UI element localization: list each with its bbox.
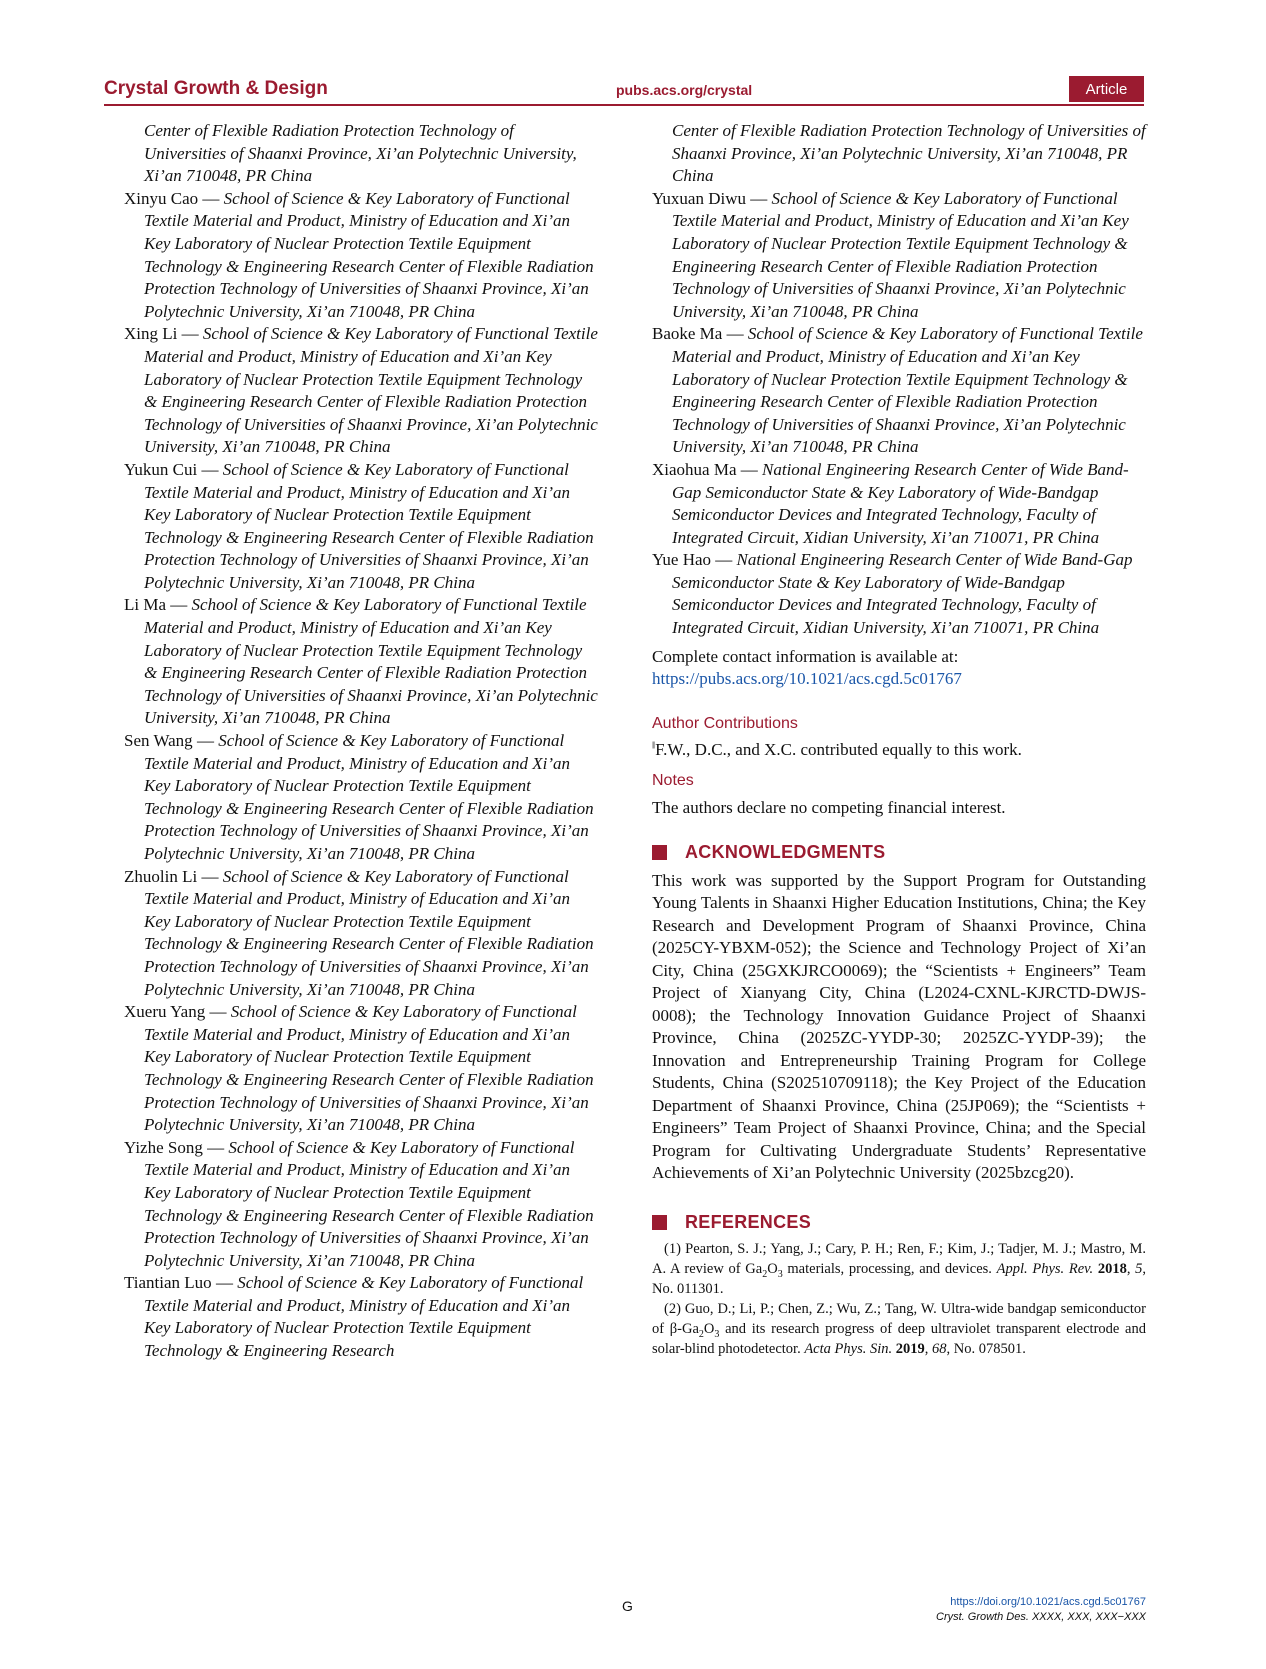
author-contributions-heading: Author Contributions — [652, 714, 798, 732]
author-separator: — — [745, 188, 772, 208]
author-separator: — — [205, 1002, 231, 1022]
reference-item: (2) Guo, D.; Li, P.; Chen, Z.; Wu, Z.; Tang, W. Ultra-wide bandgap semiconductor of $\beta-Ga_2O_3$ and its research progress of deep ultraviolet transparent electrode and solar-blind photodetector. Acta Phys. Sin. 2019, 68, No. 078501. — [652, 1301, 1146, 1358]
author-entry — [124, 323, 599, 459]
author-name: Yizhe Song — [124, 1137, 203, 1157]
reference-journal: Acta Phys. Sin. — [804, 1341, 893, 1358]
author-entry — [124, 866, 599, 1002]
subscript: 3 — [777, 1269, 783, 1281]
journal-site-link[interactable]: pubs.acs.org/crystal — [616, 82, 753, 98]
section-square-icon — [652, 845, 667, 860]
author-separator: — — [202, 1137, 229, 1157]
subscript: 3 — [714, 1329, 720, 1341]
subscript: 2 — [762, 1269, 768, 1281]
reference-number: (2) — [664, 1301, 681, 1318]
author-entry — [652, 549, 1146, 639]
page-number: G — [622, 1598, 633, 1614]
author-affiliation: National Engineering Research Center of Wide Band-Gap Semiconductor State & Key Laboratory of Wide-Bandgap Semiconductor Devices and Integrated Technology, Faculty of Integrated Circuit, Xidian University, Xi’an 710071, PR China — [672, 550, 1133, 638]
reference-title: O — [703, 1321, 715, 1338]
author-contributions-text: ‖F.W., D.C., and X.C. contributed equally to this work. — [652, 739, 1022, 760]
author-name: Xiaohua Ma — [652, 459, 737, 479]
author-entry — [124, 459, 599, 595]
author-name: Yue Hao — [652, 550, 712, 570]
reference-volume: 5 — [1135, 1261, 1143, 1278]
reference-number-id: , No. 011301. — [652, 1261, 1147, 1298]
reference-authors: Guo, D.; Li, P.; Chen, Z.; Wu, Z.; Tang, W. — [684, 1301, 937, 1318]
author-name: Xinyu Cao — [124, 188, 199, 208]
reference-number-id: , No. 078501. — [946, 1341, 1026, 1358]
reference-title: A review of Ga — [670, 1261, 763, 1278]
author-separator: — — [166, 595, 192, 615]
equal-contribution-mark: ‖ — [652, 739, 656, 752]
author-separator: — — [722, 324, 748, 344]
reference-volume: 68 — [932, 1341, 947, 1358]
author-entry — [124, 1272, 599, 1362]
author-separator: — — [177, 324, 203, 344]
contact-link[interactable]: https://pubs.acs.org/10.1021/acs.cgd.5c01767 — [652, 669, 962, 689]
reference-year: 2018 — [1097, 1261, 1127, 1278]
author-list — [124, 188, 599, 1363]
author-entry — [652, 459, 1146, 549]
author-affiliation: School of Science & Key Laboratory of Functional Textile Material and Product, Ministry of Education and Xi’an Key Laboratory of Nuclear Protection Textile Equipment Technology & Engineering Research Center of Flexible Radiation Protection Technology of Universities of Shaanxi Province, Xi’an Polytechnic University, Xi’an 710048, PR China — [672, 324, 1143, 457]
author-separator: — — [211, 1273, 238, 1293]
contact-text: Complete contact information is available at: — [652, 646, 959, 666]
author-affiliation: National Engineering Research Center of Wide Band-Gap Semiconductor State & Key Laboratory of Wide-Bandgap Semiconductor Devices and Integrated Technology, Faculty of Integrated Circuit, Xidian University, Xi’an 710071, PR China — [672, 459, 1129, 547]
reference-journal: Appl. Phys. Rev. — [996, 1261, 1094, 1278]
reference-list — [652, 1239, 1146, 1359]
reference-title: and its research progress of deep ultraviolet transparent electrode and solar-blind photodetector. — [652, 1321, 1146, 1358]
doi-link[interactable]: https://doi.org/10.1021/acs.cgd.5c01767 — [950, 1596, 1146, 1608]
author-name: Baoke Ma — [652, 324, 723, 344]
author-affiliation: School of Science & Key Laboratory of Functional Textile Material and Product, Ministry of Education and Xi’an Key Laboratory of Nuclear Protection Textile Equipment Technology & Engineering Research Center of Flexible Radiation Protection Technology of Universities of Shaanxi Province, Xi’an Polytechnic University, Xi’an 710048, PR China — [672, 188, 1129, 321]
author-separator: — — [197, 459, 223, 479]
reference-year: 2019 — [895, 1341, 925, 1358]
reference-title: Ultra-wide bandgap semiconductor of β-Ga — [652, 1301, 1146, 1338]
journal-title: Crystal Growth & Design — [104, 78, 328, 99]
author-list — [652, 188, 1146, 640]
author-affiliation: School of Science & Key Laboratory of Functional Textile Material and Product, Ministry of Education and Xi’an Key Laboratory of Nuclear Protection Textile Equipment Technology & Engineering Research Center of Flexible Radiation Protection Technology of Universities of Shaanxi Province, Xi’an Polytechnic University, Xi’an 710048, PR China — [144, 188, 594, 321]
acknowledgments-heading: ACKNOWLEDGMENTS — [652, 841, 1146, 864]
author-name: Zhuolin Li — [124, 866, 198, 886]
author-entry — [124, 1001, 599, 1137]
notes-heading: Notes — [652, 772, 694, 790]
author-entry — [124, 730, 599, 866]
author-name: Tiantian Luo — [124, 1273, 212, 1293]
section-square-icon — [652, 1215, 667, 1230]
author-affiliation: School of Science & Key Laboratory of Functional Textile Material and Product, Ministry of Education and Xi’an Key Laboratory of Nuclear Protection Textile Equipment Technology & Engineering Research Center of Flexible Radiation Protection Technology of Universities of Shaanxi Province, Xi’an Polytechnic University, Xi’an 710048, PR China — [144, 866, 594, 999]
reference-title: materials, processing, and devices. — [782, 1261, 992, 1278]
author-affiliation: School of Science & Key Laboratory of Functional Textile Material and Product, Ministry of Education and Xi’an Key Laboratory of Nuclear Protection Textile Equipment Technology & Engineering Research — [144, 1273, 584, 1361]
notes-text: The authors declare no competing financial interest. — [652, 797, 1006, 817]
author-affiliation: School of Science & Key Laboratory of Functional Textile Material and Product, Ministry of Education and Xi’an Key Laboratory of Nuclear Protection Textile Equipment Technology & Engineering Research Center of Flexible Radiation Protection Technology of Universities of Shaanxi Province, Xi’an Polytechnic University, Xi’an 710048, PR China — [144, 1002, 594, 1135]
author-separator: — — [711, 550, 737, 570]
reference-title: O — [767, 1261, 778, 1278]
author-entry — [652, 323, 1146, 459]
author-name: Yukun Cui — [124, 459, 198, 479]
affiliation-continuation: Center of Flexible Radiation Protection Technology of Universities of Shaanxi Province, Xi’an Polytechnic University, Xi’an 710048, PR China — [144, 121, 577, 186]
references-heading: REFERENCES — [652, 1211, 1146, 1234]
reference-number: (1) — [664, 1241, 681, 1258]
author-entry — [652, 188, 1146, 324]
author-affiliation: School of Science & Key Laboratory of Functional Textile Material and Product, Ministry of Education and Xi’an Key Laboratory of Nuclear Protection Textile Equipment Technology & Engineering Research Center of Flexible Radiation Protection Technology of Universities of Shaanxi Province, Xi’an Polytechnic University, Xi’an 710048, PR China — [144, 459, 594, 592]
author-name: Yuxuan Diwu — [652, 188, 746, 208]
author-entry — [124, 188, 599, 324]
author-name: Sen Wang — [124, 731, 193, 751]
header-divider — [104, 104, 1144, 106]
author-affiliation: School of Science & Key Laboratory of Functional Textile Material and Product, Ministry of Education and Xi’an Key Laboratory of Nuclear Protection Textile Equipment Technology & Engineering Research Center of Flexible Radiation Protection Technology of Universities of Shaanxi Province, Xi’an Polytechnic University, Xi’an 710048, PR China — [144, 595, 598, 728]
author-affiliation: School of Science & Key Laboratory of Functional Textile Material and Product, Ministry of Education and Xi’an Key Laboratory of Nuclear Protection Textile Equipment Technology & Engineering Research Center of Flexible Radiation Protection Technology of Universities of Shaanxi Province, Xi’an Polytechnic University, Xi’an 710048, PR China — [144, 1137, 594, 1270]
page-header — [104, 78, 1144, 104]
author-name: Xing Li — [124, 324, 178, 344]
affiliation-continuation: Center of Flexible Radiation Protection Technology of Universities of Shaanxi Province, Xi’an Polytechnic University, Xi’an 710048, PR China — [672, 121, 1146, 186]
author-name: Li Ma — [124, 595, 167, 615]
right-column — [652, 120, 1146, 1359]
author-affiliation: School of Science & Key Laboratory of Functional Textile Material and Product, Ministry of Education and Xi’an Key Laboratory of Nuclear Protection Textile Equipment Technology & Engineering Research Center of Flexible Radiation Protection Technology of Universities of Shaanxi Province, Xi’an Polytechnic University, Xi’an 710048, PR China — [144, 731, 594, 863]
acknowledgments-text: This work was supported by the Support Program for Outstanding Young Talents in Shaanxi Higher Education Institutions, China; the Key Research and Development Program of Shaanxi Province, China (2025CY-YBXM-052); the Science and Technology Project of Xi’an City, China (25GXKJRCO0069); the “Scientists + Engineers” Team Project of Xianyang City, China (L2024-CXNL-KJRCTD-DWJS-0008); the Technology Innovation Guidance Project of Shaanxi Province, China (2025ZC-YYDP-30; 2025ZC-YYDP-39); the Innovation and Entrepreneurship Training Program for College Students, China (S202510709118); the Key Project of the Education Department of Shaanxi Province, China (25JP069); the “Scientists + Engineers” Team Project of Shaanxi Province, China; and the Special Program for Cultivating Undergraduate Students’ Representative Achievements of Xi’an Polytechnic University (2025bzcg20). — [652, 870, 1146, 1183]
author-separator: — — [192, 731, 219, 751]
author-entry — [124, 594, 599, 730]
reference-item: (1) Pearton, S. J.; Yang, J.; Cary, P. H.; Ren, F.; Kim, J.; Tadjer, M. J.; Mastro, M. A. A review of $Ga_2O_3$ materials, processing, and devices. Appl. Phys. Rev. 2018, 5, No. 011301. — [652, 1241, 1147, 1298]
reference-authors: Pearton, S. J.; Yang, J.; Cary, P. H.; Ren, F.; Kim, J.; Tadjer, M. J.; Mastro, M. A. — [652, 1241, 1147, 1278]
subscript: 2 — [698, 1329, 704, 1341]
author-affiliation: School of Science & Key Laboratory of Functional Textile Material and Product, Ministry of Education and Xi’an Key Laboratory of Nuclear Protection Textile Equipment Technology & Engineering Research Center of Flexible Radiation Protection Technology of Universities of Shaanxi Province, Xi’an Polytechnic University, Xi’an 710048, PR China — [144, 324, 598, 457]
citation-line: Cryst. Growth Des. XXXX, XXX, XXX−XXX — [936, 1611, 1146, 1623]
author-separator: — — [197, 866, 223, 886]
author-entry — [124, 1137, 599, 1273]
article-type-badge: Article — [1069, 76, 1144, 102]
author-separator: — — [198, 188, 224, 208]
author-name: Xueru Yang — [124, 1002, 206, 1022]
contact-info — [652, 646, 1146, 691]
author-separator: — — [736, 459, 763, 479]
left-column — [124, 120, 599, 1363]
